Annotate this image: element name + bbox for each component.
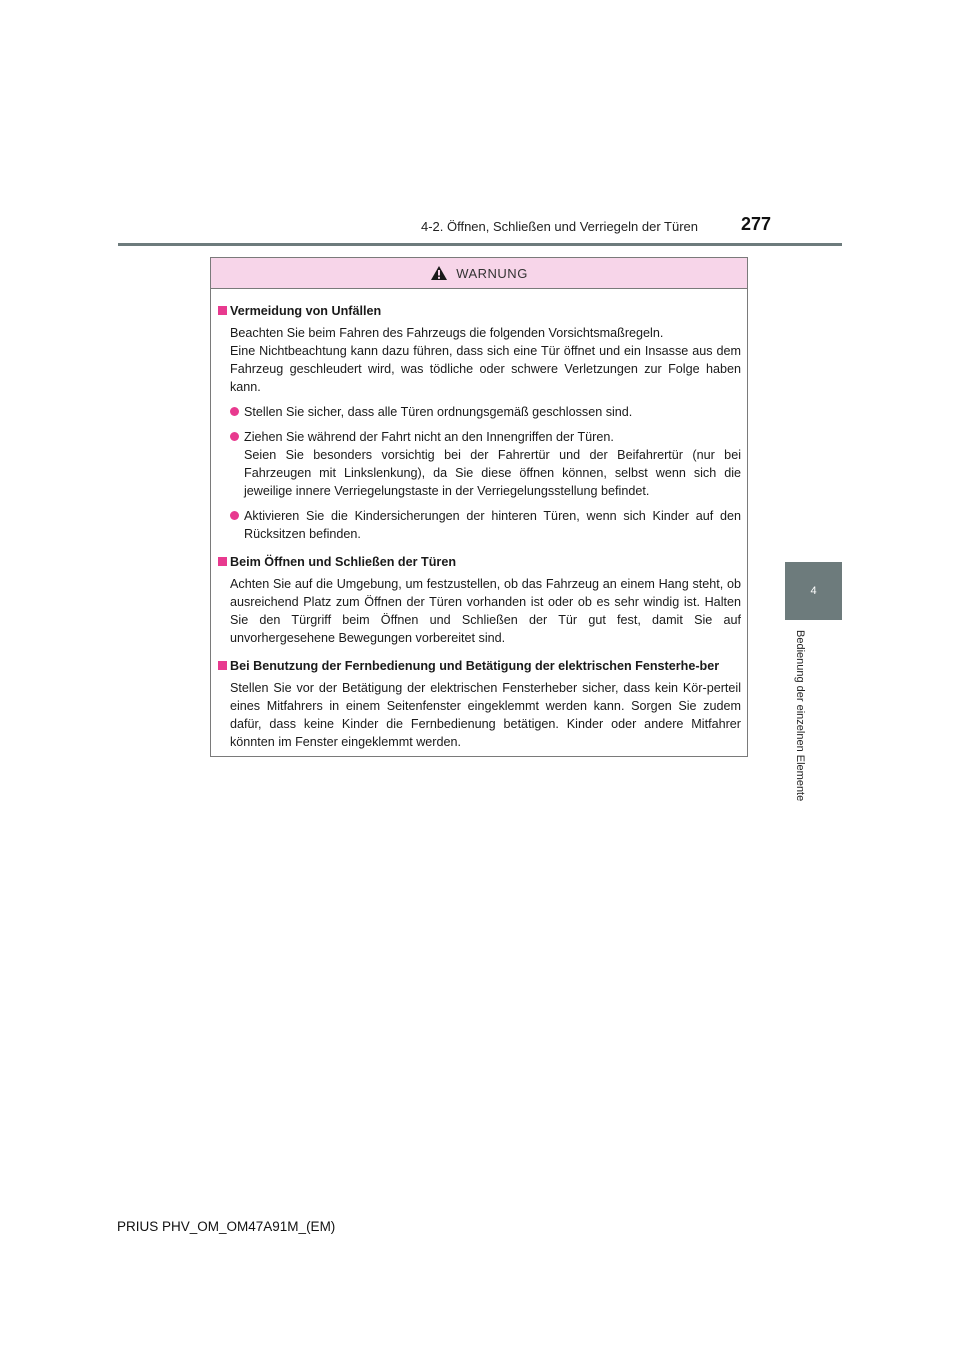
chapter-number: 4 bbox=[810, 585, 817, 597]
header-section-title: 4-2. Öffnen, Schließen und Verriegeln der Türen bbox=[420, 219, 698, 234]
pink-square-icon bbox=[218, 306, 227, 315]
paragraph-line: Beachten Sie beim Fahren des Fahrzeugs die folgenden Vorsichtsmaßregeln. bbox=[230, 326, 664, 340]
section-heading bbox=[218, 553, 741, 571]
section-paragraph bbox=[230, 324, 741, 396]
section-heading bbox=[218, 302, 741, 320]
section-heading-text: Beim Öffnen und Schließen der Türen bbox=[230, 555, 457, 569]
section-heading-text: Bei Benutzung der Fernbedienung und Betätigung der elektrischen Fensterhe-ber bbox=[230, 659, 720, 673]
pink-circle-icon bbox=[230, 432, 239, 441]
chapter-tab[interactable] bbox=[785, 562, 842, 620]
section-paragraph bbox=[230, 679, 741, 751]
bullet-text: Aktivieren Sie die Kindersicherungen der hinteren Türen, wenn sich Kinder auf den Rücksitzen befinden. bbox=[244, 509, 741, 541]
list-item bbox=[230, 428, 741, 500]
bullet-text: Stellen Sie sicher, dass alle Türen ordnungsgemäß geschlossen sind. bbox=[244, 405, 633, 419]
list-item bbox=[230, 507, 741, 543]
section-heading-text: Vermeidung von Unfällen bbox=[230, 304, 382, 318]
warning-box bbox=[210, 257, 748, 757]
chapter-title-vertical: Bedienung der einzelnen Elemente bbox=[794, 630, 806, 802]
pink-square-icon bbox=[218, 557, 227, 566]
section-paragraph bbox=[230, 575, 741, 647]
paragraph-line: Eine Nichtbeachtung kann dazu führen, dass sich eine Tür öffnet und ein Insasse aus dem Fahrzeug geschleudert wird, was tödliche oder schwere Verletzungen zur Folge haben kann. bbox=[230, 344, 741, 394]
warning-triangle-icon bbox=[430, 265, 448, 281]
pink-circle-icon bbox=[230, 407, 239, 416]
warning-body bbox=[211, 289, 747, 751]
paragraph-line: Stellen Sie vor der Betätigung der elektrischen Fensterheber sicher, dass kein Kör-perteil eines Mitfahrers in einem Seitenfenster eingeklemmt werden kann. Sorgen Sie zudem dafür, dass keine Kinder die Fernbedienung betätigen. Kinder oder andere Mitfahrer könnten im Fenster eingeklemmt werden. bbox=[230, 681, 741, 749]
bullet-text: Seien Sie besonders vorsichtig bei der Fahrertür und der Beifahrertür (nur bei Fahrzeugen mit Linkslenkung), da Sie diese öffnen können, selbst wenn sich die jeweilige innere Verriegelungstaste in der Verriegelungsstellung befindet. bbox=[244, 448, 741, 498]
list-item bbox=[230, 403, 741, 421]
warning-header bbox=[211, 258, 747, 289]
header-rule bbox=[118, 243, 842, 246]
footer-doc-code: PRIUS PHV_OM_OM47A91M_(EM) bbox=[117, 1219, 336, 1234]
paragraph-line: Achten Sie auf die Umgebung, um festzustellen, ob das Fahrzeug an einem Hang steht, ob ausreichend Platz zum Öffnen der Türen vorhanden ist oder ob es sehr windig ist. Halten Sie den Türgriff beim Öffnen und Schließen der Tür gut fest, damit Sie auf unvorhergesehene Bewegungen vorbereitet sind. bbox=[230, 577, 741, 645]
section-heading bbox=[218, 657, 741, 675]
pink-circle-icon bbox=[230, 511, 239, 520]
page-number: 277 bbox=[741, 214, 772, 234]
pink-square-icon bbox=[218, 661, 227, 670]
bullet-text: Ziehen Sie während der Fahrt nicht an den Innengriffen der Türen. bbox=[244, 430, 614, 444]
warning-label: WARNUNG bbox=[456, 265, 528, 281]
